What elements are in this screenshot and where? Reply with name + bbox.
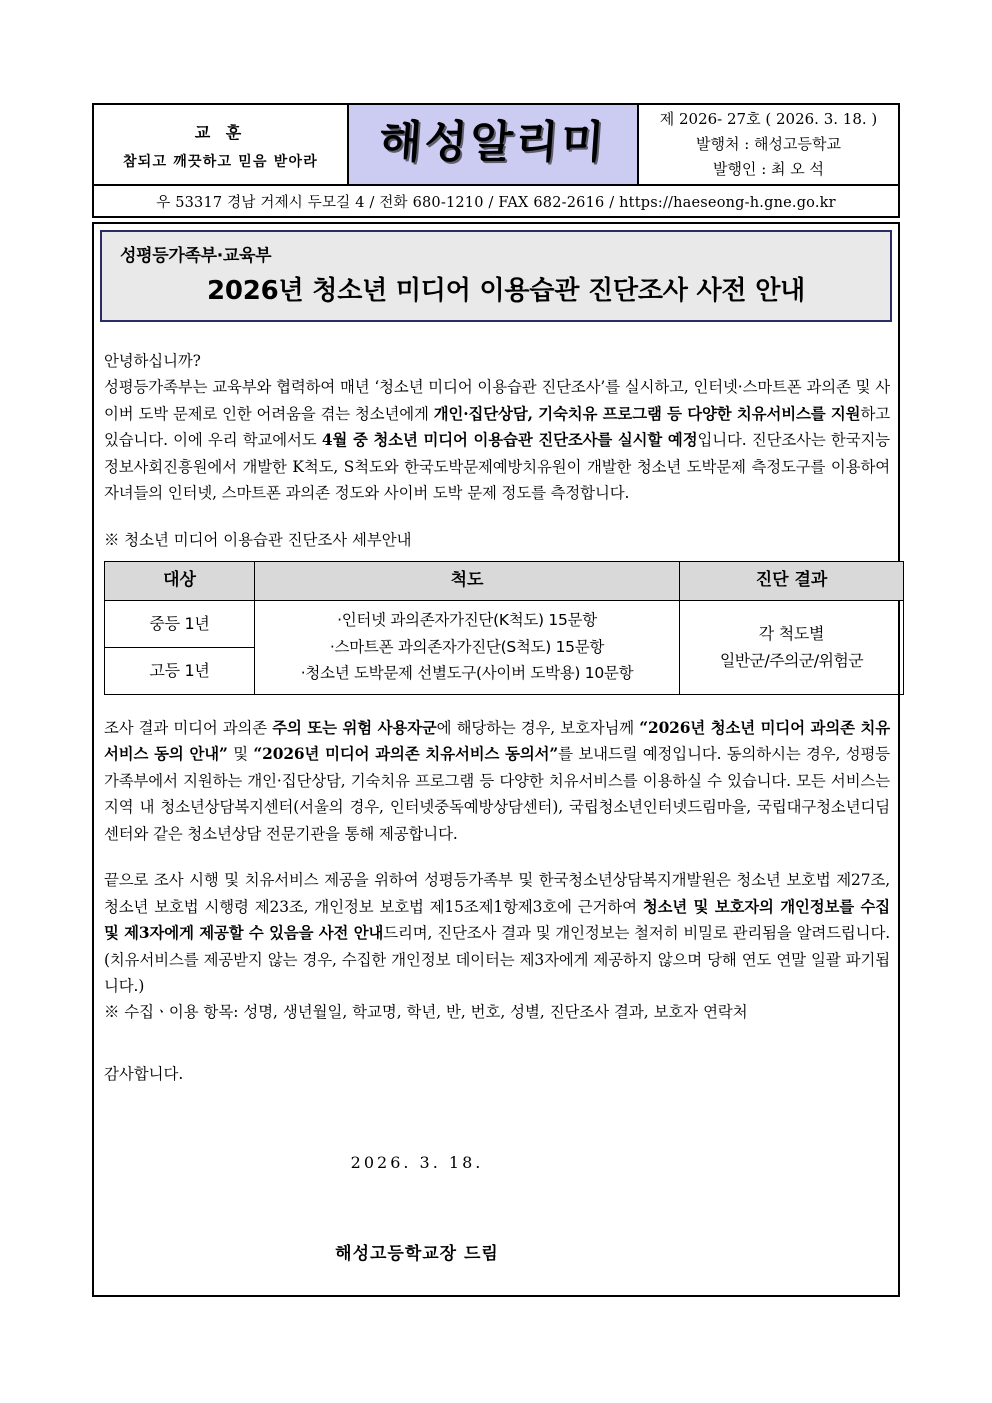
paragraph-3 [104, 867, 890, 999]
greeting-text: 안녕하십니까? [104, 352, 201, 370]
scale-line-1: ·인터넷 과의존자가진단(K척도) 15문항 [337, 611, 597, 630]
spacer [104, 1026, 890, 1046]
document-content [104, 348, 890, 1286]
greeting-line [104, 348, 890, 374]
p1-part-a: 성평등가족부는 교육부와 협력하여 매년 ‘청소년 미디어 이용습관 진단조사’를 실시하고, 인터넷·스마트폰 과의존 및 사이버 도박 문제로 인한 어려움을 겪는 청소년에게 [104, 378, 890, 423]
cell-result [680, 600, 904, 694]
p1-part-c: 하고 있습니다. 이에 우리 학교에서도 [104, 404, 890, 450]
motto-title: 교 훈 [194, 123, 247, 142]
table-header-row [105, 562, 904, 600]
p1-bold-b: 개인·집단상담, 기숙치유 프로그램 등 다양한 치유서비스를 지원 [433, 404, 861, 423]
th-result: 진단 결과 [680, 562, 904, 600]
newsletter-logo-text: 해성알리미 [377, 117, 609, 168]
masthead [92, 103, 900, 186]
p2-part-g: 를 보내드릴 예정입니다. 동의하시는 경우, 성평등가족부에서 지원하는 개인·집단상담, 기숙치유 프로그램 등 다양한 치유서비스를 이용하실 수 있습니다. 모든 서비스는 지역 내 청소년상담복지센터(서울의 경우, 인터넷중독예방상담센터), 국립청소년인터넷드림마을, 국립대구청소년디딤센터와 같은 청소년상담 전문기관을 통해 제공합니다. [104, 745, 890, 843]
school-address-bar: 우 53317 경남 거제시 두모길 4 / 전화 680-1210 / FAX 682-2616 / https://haeseong-h.gne.go.kr [92, 186, 900, 218]
p1-part-e: 입니다. 진단조사는 한국지능정보사회진흥원에서 개발한 K척도, S척도와 한국도박문제예방치유원이 개발한 청소년 도박문제 측정도구를 이용하여 자녀들의 인터넷, 스마트폰 과의존 정도와 사이버 도박 문제 정도를 측정합니다. [104, 431, 891, 503]
newsletter-logo-cell [349, 105, 639, 184]
p3-part-a: 끝으로 조사 시행 및 치유서비스 제공을 위하여 성평등가족부 및 한국청소년상담복지개발원은 청소년 보호법 제27조, 청소년 보호법 시행령 제23조, 개인정보 보호법 제15조제1항제3호에 근거하여 [104, 871, 890, 916]
spacer [104, 695, 890, 715]
publisher-person: 발행인 : 최 오 석 [712, 159, 825, 178]
th-target: 대상 [105, 562, 255, 600]
p3-part-c: 드리며, 진단조사 결과 및 개인정보는 철저히 비밀로 관리됨을 알려드립니다.(치유서비스를 제공받지 않는 경우, 수집한 개인정보 데이터는 제3자에게 제공하지 않으며 당해 연도 연말 일괄 파기됩니다.) [104, 924, 890, 995]
paragraph-1 [104, 374, 890, 506]
spacer [104, 507, 890, 527]
scale-line-3: ·청소년 도박문제 선별도구(사이버 도박용) 10문항 [300, 664, 634, 683]
signature-line: 해성고등학교장 드림 [335, 1243, 499, 1264]
cell-target-high: 고등 1년 [105, 647, 255, 694]
page-title: 2026년 청소년 미디어 이용습관 진단조사 사전 안내 [206, 276, 806, 306]
result-line-1: 각 척도별 [758, 623, 825, 643]
publisher-org: 발행처 : 해성고등학교 [695, 135, 841, 154]
p3-bold-b: 청소년 및 보호자의 개인정보를 수집 및 제3자에게 제공할 수 있음을 사전 안내 [104, 897, 890, 943]
issuing-agency: 성평등가족부·교육부 [120, 246, 272, 266]
result-line-2: 일반군/주의군/위험군 [719, 651, 864, 671]
table-caption: ※ 청소년 미디어 이용습관 진단조사 세부안내 [104, 530, 412, 549]
issue-date: 2026. 3. 18. [350, 1153, 484, 1173]
school-motto-cell [94, 105, 349, 184]
issue-number: 제 2026- 27호 ( 2026. 3. 18. ) [659, 110, 878, 129]
p1-bold-d: 4월 중 청소년 미디어 이용습관 진단조사를 실시할 예정 [321, 431, 698, 450]
cell-scales [255, 600, 680, 694]
p2-part-e: 및 [227, 745, 254, 764]
table-row [105, 600, 904, 647]
paragraph-2 [104, 715, 890, 847]
p2-bold-f: “2026년 미디어 과의존 치유서비스 동의서” [253, 745, 559, 764]
motto-text: 참되고 깨끗하고 믿음 받아라 [123, 154, 318, 170]
survey-detail-table [104, 561, 904, 694]
p2-bold-b: 주의 또는 위험 사용자군 [272, 718, 437, 737]
p2-part-c: 에 해당하는 경우, 보호자님께 [436, 718, 640, 737]
p2-part-a: 조사 결과 미디어 과의존 [104, 718, 273, 737]
document-title-box [100, 230, 892, 322]
spacer [104, 847, 890, 867]
spacer [104, 1103, 890, 1133]
th-scale: 척도 [255, 562, 680, 600]
collection-items-note: ※ 수집ㆍ이용 항목: 성명, 생년월일, 학교명, 학년, 반, 번호, 성별, 진단조사 결과, 보호자 연락처 [104, 1003, 748, 1022]
p2-bold-d: “2026년 청소년 미디어 과의존 치유서비스 동의 안내” [104, 718, 890, 764]
thanks-line: 감사합니다. [104, 1065, 184, 1084]
cell-target-middle: 중등 1년 [105, 600, 255, 647]
issue-info-cell [639, 105, 898, 184]
spacer [104, 1193, 890, 1223]
scale-line-2: ·스마트폰 과의존자가진단(S척도) 15문항 [329, 637, 605, 656]
